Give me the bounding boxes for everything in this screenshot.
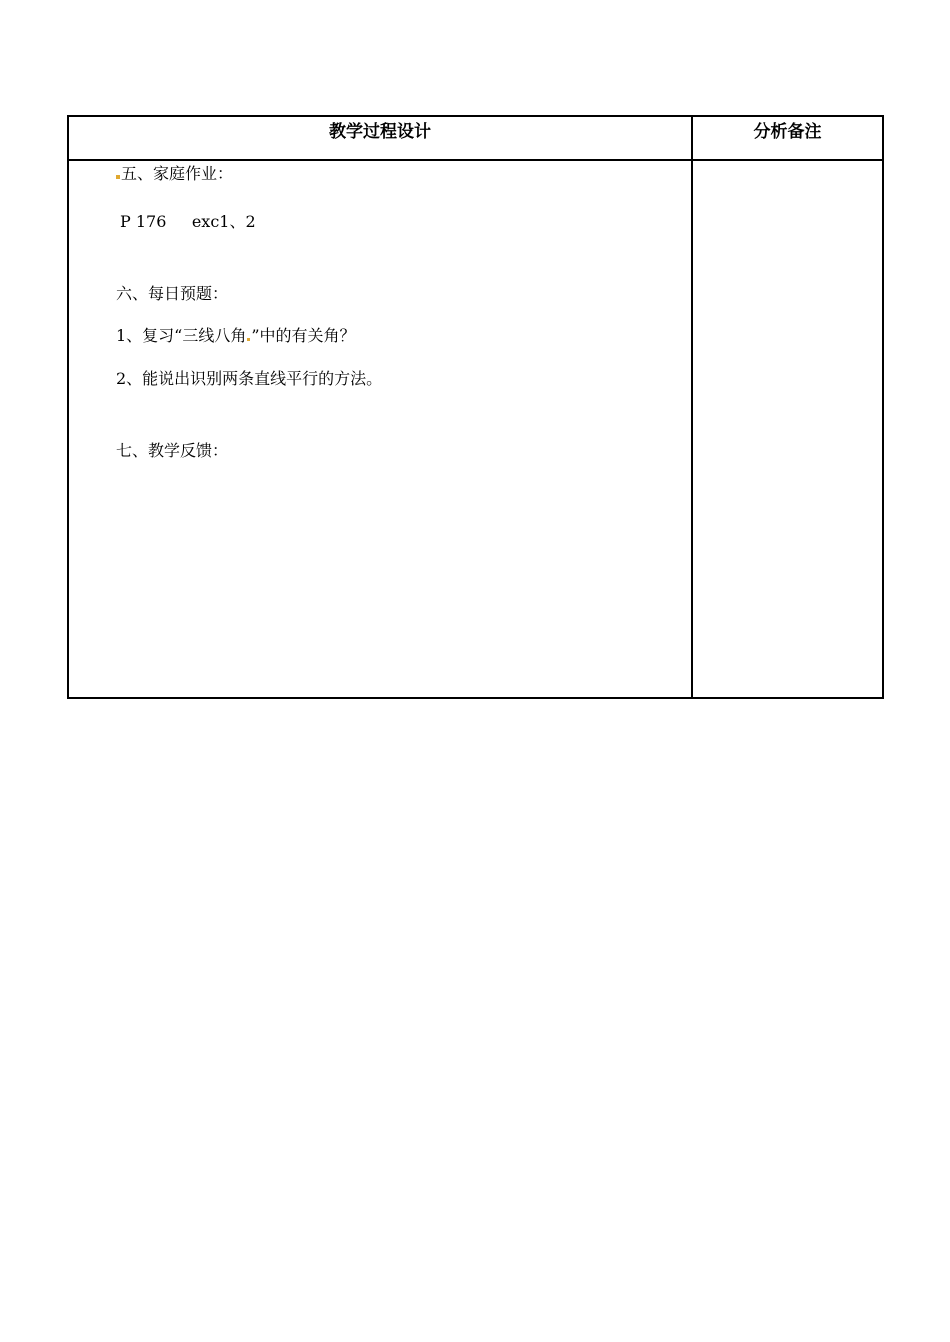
preview-title: 六、每日预题：: [116, 284, 229, 303]
teaching-process-content: [69, 161, 691, 697]
feedback-title: 七、教学反馈：: [116, 441, 229, 460]
analysis-notes-cell: [692, 160, 883, 698]
homework-title: [116, 164, 233, 184]
teaching-process-cell: [68, 160, 692, 698]
header-analysis-notes: 分析备注: [692, 116, 883, 160]
preview-item-1: [116, 326, 356, 346]
preview-item-1-end: ”中的有关角？: [251, 326, 356, 345]
edit-marker-icon: [247, 338, 250, 341]
edit-marker-icon: [116, 175, 120, 179]
header-teaching-process: 教学过程设计: [68, 116, 692, 160]
lesson-plan-table: [67, 115, 884, 699]
table-body-row: [68, 160, 883, 698]
homework-title-text: 五、家庭作业：: [121, 164, 234, 183]
homework-assignment: P 176 exc1、2: [120, 212, 256, 231]
preview-item-1-start: 1、复习“三线八角: [116, 326, 247, 345]
preview-item-2: 2、能说出识别两条直线平行的方法。: [116, 369, 383, 388]
table-header-row: [68, 116, 883, 160]
